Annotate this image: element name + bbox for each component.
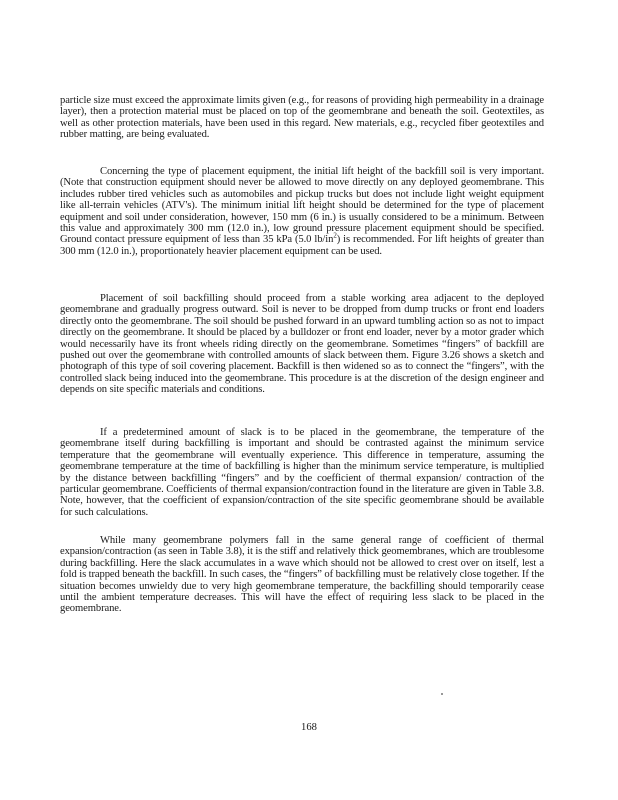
scan-speck: [441, 693, 443, 695]
paragraph-5: While many geomembrane polymers fall in the same general range of coefficient of thermal expansion/contraction (as seen in Table 3.8), it is the stiff and relatively thick geomembranes, which are troublesome during backfilling. Here the slack accumulates in a wave which should not be allowed to crest over on itself, lest a fold is trapped beneath the backfill. In such cases, the “fingers” of backfilling must be relatively close together. If the situation becomes unwieldy due to very high geomembrane temperature, the backfilling should temporarily cease until the ambient temperature decreases. This will have the effect of requiring less slack to be placed in the geomembrane.: [60, 535, 544, 615]
page-number: 168: [301, 722, 317, 733]
paragraph-1: particle size must exceed the approximate limits given (e.g., for reasons of providing high permeability in a drainage layer), then a protection material must be placed on top of the geomembrane and beneath the soil. Geotextiles, as well as other protection materials, have been used in this regard. New materials, e.g., recycled fiber geotextiles and rubber matting, are being evaluated.: [60, 95, 544, 141]
paragraph-2: [60, 166, 544, 257]
paragraph-4: If a predetermined amount of slack is to be placed in the geomembrane, the temperature of the geomembrane itself during backfilling is important and should be contrasted against the minimum service temperature that the geomembrane will eventually experience. This difference in temperature, assuming the geomembrane temperature at the time of backfilling is higher than the minimum service temperature, is multiplied by the distance between backfilling “fingers” and by the coefficient of thermal expansion/ contraction of the particular geomembrane. Coefficients of thermal expansion/contraction found in the literature are given in Table 3.8. Note, however, that the coefficient of expansion/contraction of the site specific geomembrane should be available for such calculations.: [60, 427, 544, 518]
superscript-squared: 2: [333, 231, 337, 240]
paragraph-3: Placement of soil backfilling should proceed from a stable working area adjacent to the deployed geomembrane and gradually progress outward. Soil is never to be dropped from dump trucks or front end loaders directly onto the geomembrane. The soil should be pushed forward in an upward tumbling action so as not to impact directly on the geomembrane. It should be placed by a bulldozer or front end loader, never by a motor grader which would necessarily have its front wheels riding directly on the geomembrane. Sometimes “fingers” of backfill are pushed out over the geomembrane with controlled amounts of slack between them. Figure 3.26 shows a sketch and photograph of this type of soil covering placement. Backfill is then widened so as to connect the “fingers”, with the controlled slack being induced into the geomembrane. This procedure is at the discretion of the design engineer and depends on site specific materials and conditions.: [60, 293, 544, 396]
paragraph-2-text-b: ) is recommended. For lift heights of greater than 300 mm (12.0 in.), proportionately heavier placement equipment can be used.: [60, 234, 545, 257]
paragraph-2-text-a: Concerning the type of placement equipment, the initial lift height of the backfill soil is very important. (Note that construction equipment should never be allowed to move directly on any deployed geomembrane. This includes rubber tired vehicles such as automobiles and pickup trucks but does not include light weight equipment like all-terrain vehicles (ATV's). The minimum initial lift height should be determined for the type of placement equipment and soil under consideration, however, 150 mm (6 in.) is usually considered to be a minimum. Between this value and approximately 300 mm (12.0 in.), low ground pressure placement equipment should be specified. Ground contact pressure equipment of less than 35 kPa (5.0 lb/in: [60, 166, 544, 246]
